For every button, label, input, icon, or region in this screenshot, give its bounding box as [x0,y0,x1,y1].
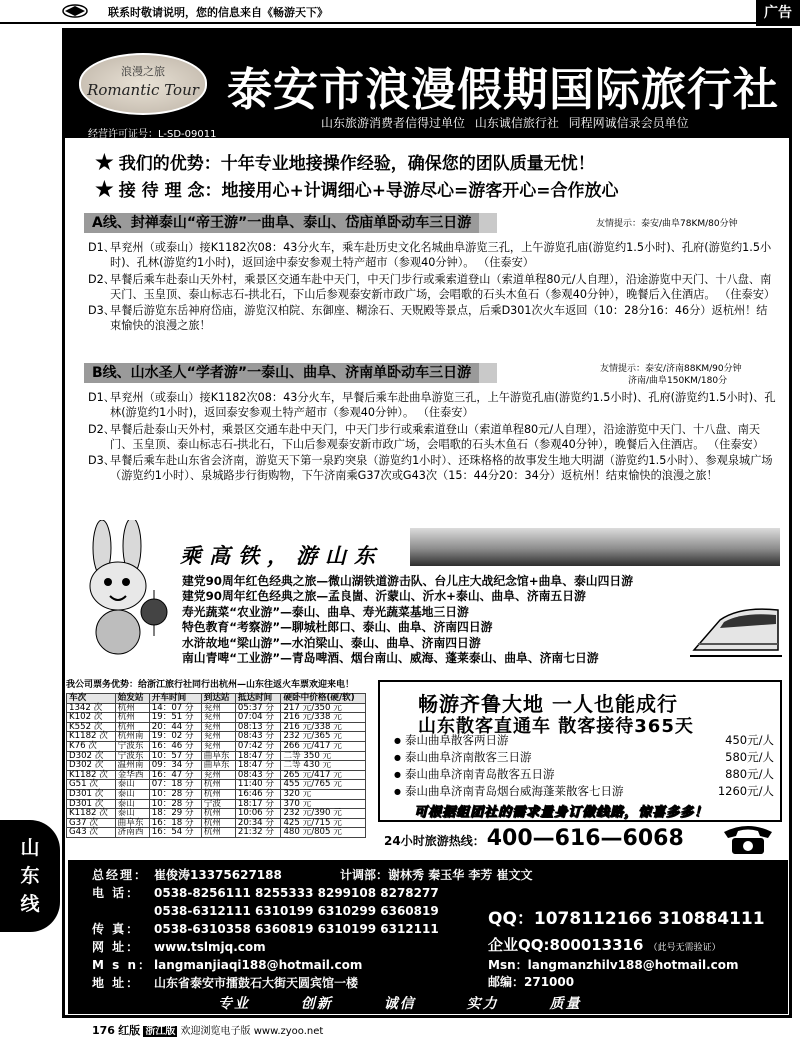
magazine-logo-icon [62,3,88,19]
list-item: ● 泰山曲阜散客两日游 450元/人 [394,732,774,749]
table-cell: 07:42 分 [235,741,281,751]
advantage-line: ✭ 我们的优势：十年专业地接操作经验，确保您的团队质量无忧！ [96,150,595,174]
phone-numbers-2: 0538-6312111 6310199 6310299 6360819 [154,904,439,918]
table-cell: 兖州 [201,713,235,723]
table-cell: 07：18 分 [149,780,201,790]
table-cell: 杭州 [115,703,149,713]
table-cell: 杭州南 [115,732,149,742]
table-cell: 济南西 [115,828,149,838]
page-footer [92,1022,323,1038]
section-tab: 山 东 线 [0,820,60,932]
table-cell: G43 次 [67,828,116,838]
column-header: 抵达时间 [235,694,281,704]
route-a-title: A线、封禅泰山“帝王游”一曲阜、泰山、岱庙单卧动车三日游 [84,213,497,233]
table-cell: 10:06 分 [235,809,281,819]
table-row [67,809,366,819]
logo-en: Romantic Tour [87,81,199,99]
table-cell: 泰山 [115,809,149,819]
table-cell: 二等 430 元 [281,761,366,771]
route-a-tip: 友情提示：泰安/曲阜78KM/80分钟 [596,219,738,229]
table-cell: 19：51 分 [149,713,201,723]
table-cell: 10：28 分 [149,789,201,799]
table-cell: 265 元/417 元 [281,770,366,780]
table-cell: 杭州 [115,713,149,723]
table-cell: 08:43 分 [235,732,281,742]
company-values: 专业 创新 诚信 实力 质量 [218,996,582,1012]
fax-numbers: 传 真： 0538-6310358 6360819 6310199 6312111 [92,922,439,936]
table-cell: K1182 次 [67,732,116,742]
table-cell: 08:43 分 [235,770,281,780]
column-header: 到达站 [201,694,235,704]
table-cell: 20：44 分 [149,722,201,732]
table-cell: 08:13 分 [235,722,281,732]
source-note: 联系时敬请说明，您的信息来自《畅游天下》 [108,6,328,19]
table-cell: 217 元/350 元 [281,703,366,713]
column-header: 始发站 [115,694,149,704]
website-link[interactable]: www.tslmjq.com [154,940,266,954]
table-row [67,789,366,799]
table-header-row [67,694,366,704]
scattered-title: 畅游齐鲁大地 一人也能成行 [418,692,678,716]
enterprise-qq: 企业QQ:800013316 （此号无需验证） [488,936,721,954]
table-cell: D302 次 [67,751,116,761]
table-cell: 16：46 分 [149,741,201,751]
list-item: ● 泰山曲阜济南散客三日游 580元/人 [394,749,774,766]
table-cell: 11:40 分 [235,780,281,790]
qq-numbers: QQ：1078112166 310884111 [488,909,765,929]
list-item: 特色教育“考察游”—聊城杜郎口、泰山、曲阜、济南四日游 [182,620,493,635]
table-cell: 16：18 分 [149,818,201,828]
page-number: 176 [92,1024,115,1037]
table-cell: 金华西 [115,770,149,780]
table-cell: 370 元 [281,799,366,809]
scattered-subtitle: 山东散客直通车 散客接待365天 [418,716,694,737]
table-cell: 16:46 分 [235,789,281,799]
itinerary-day: D3、 早餐后乘车赴山东省会济南，游览天下第一泉趵突泉（游览约1小时）、还珠格格的故事发生地大明湖（游览约1.5小时）、参观泉城广场（游览约1小时）、泉城路步行街购物，下午济南乘G37次或G43次（15：44分20：34分）返杭州！结束愉快的浪漫之旅！ [88,454,773,483]
table-cell: 320 元 [281,789,366,799]
edition-badge: 浙江版 [145,1026,176,1037]
itinerary-day: D1、 早兖州（或泰山）接K1182次08：43分火车，早餐后乘车赴曲阜游览三孔，上午游览孔庙(游览约1.5小时)、孔府(游览约1.5小时)、孔林(游览约1小时)，返回泰安参观土特产超市（参观40分钟）。 （住泰安） [88,391,776,420]
table-cell: K102 次 [67,713,116,723]
hotline-number[interactable]: 400—616—6068 [486,826,684,851]
company-name: 泰安市浪漫假期国际旅行社 [227,63,780,116]
hotline-label: 24小时旅游热线： [384,834,485,848]
table-cell: D302 次 [67,761,116,771]
table-cell: 杭州 [115,722,149,732]
company-header [65,31,789,138]
list-item: 水浒故地“梁山游”—水泊梁山、泰山、曲阜、济南四日游 [182,635,481,650]
table-cell: 宁波东 [115,741,149,751]
table-cell: 杭州 [201,809,235,819]
table-cell: 10：57 分 [149,751,201,761]
company-logo [79,53,207,115]
table-cell: 480 元/805 元 [281,828,366,838]
list-item: 建党90周年红色经典之旅—微山湖铁道游击队、台儿庄大战纪念馆+曲阜、泰山四日游 [182,574,633,588]
table-cell: 16：54 分 [149,828,201,838]
logo-cn: 浪漫之旅 [121,65,165,78]
table-cell: G37 次 [67,818,116,828]
table-row [67,713,366,723]
itinerary-day: D1、 早兖州（或泰山）接K1182次08：43分火车，乘车赴历史文化名城曲阜游览三孔，上午游览孔庙(游览约1.5小时)、孔府(游览约1.5小时)、孔林(游览约1小时)，返回途中泰安参观土特产超市（参观40分钟）。 （住泰安） [88,241,772,270]
address: 地 址： 山东省泰安市擂鼓石大街天圆宾馆一楼 [92,976,359,990]
table-cell: K76 次 [67,741,116,751]
table-cell: 二等 350 元 [281,751,366,761]
itinerary-day: D2、 早餐后赴泰山天外村，乘景区交通车赴中天门，中天门步行或乘索道登山（索道单程80元/人自理），沿途游览中天门、十八盘、南天门、玉皇顶、泰山标志石-拱北石，下山后参观泰安新市政广场，会唱歌的石头木鱼石（参观40分钟），晚餐后入住酒店。 （住泰安） [88,422,764,451]
table-cell: 09：34 分 [149,761,201,771]
table-cell: K552 次 [67,722,116,732]
table-cell: 杭州 [201,828,235,838]
list-item: 南山青啤“工业游”—青岛啤酒、烟台南山、威海、蓬莱泰山、曲阜、济南七日游 [182,651,599,666]
route-b-tip: 济南/曲阜150KM/180分 [628,376,728,386]
list-item: 建党90周年红色经典之旅—孟良崮、沂蒙山、沂水+泰山、曲阜、济南五日游 [182,589,586,604]
table-cell: 温州南 [115,761,149,771]
table-cell: 杭州 [201,789,235,799]
contact-panel [68,860,788,1014]
table-cell: D301 次 [67,789,116,799]
rabbit-mascot-icon [62,520,182,662]
star-icon: ✭ [96,177,113,201]
itinerary-day: D3、 早餐后游览东岳神府岱庙，游览汉柏院、东御座、糊涂石、天贶殿等景点，后乘D301次火车返回（10：28分16：46分）返杭州！结束愉快的浪漫之旅！ [88,304,768,333]
list-item: ● 泰山曲阜济南青岛散客五日游 880元/人 [394,766,774,783]
table-cell: 兖州 [201,732,235,742]
msn-2: Msn：langmanzhilv188@hotmail.com [488,958,739,972]
table-cell: D301 次 [67,799,116,809]
table-cell: 杭州 [201,780,235,790]
table-cell: 18：29 分 [149,809,201,819]
list-item: 寿光蔬菜“农业游”—泰山、曲阜、寿光蔬菜基地三日游 [182,604,469,619]
table-cell: G51 次 [67,780,116,790]
red-edition: 红版 [118,1024,141,1037]
table-cell: 14：07 分 [149,703,201,713]
table-cell: 19：02 分 [149,732,201,742]
promo-title: 乘高铁，游山东 [180,543,383,568]
table-cell: 232 元/390 元 [281,809,366,819]
ad-badge: 广告 [756,0,800,26]
table-cell: 455 元/765 元 [281,780,366,790]
table-cell: 20:34 分 [235,818,281,828]
themed-tours-list [182,574,633,666]
table-cell: 兖州 [201,741,235,751]
telephone-icon [720,822,776,856]
company-honors: 山东旅游消费者信得过单位 山东诚信旅行社 同程网诚信录会员单位 [321,116,689,130]
table-cell: 10：28 分 [149,799,201,809]
table-cell: 232 元/365 元 [281,732,366,742]
train-timetable [66,693,366,838]
table-cell: 兖州 [201,703,235,713]
route-b-title: B线、山水圣人“学者游”一泰山、曲阜、济南单卧动车三日游 [84,363,497,383]
column-header: 硬卧中价格(硬/软) [281,694,366,704]
table-row [67,761,366,771]
table-cell: 曲阜东 [115,818,149,828]
planning-dept: 计调部：谢林秀 秦玉华 李芳 崔文文 [340,868,533,882]
table-cell: K1182 次 [67,809,116,819]
table-cell: 泰山 [115,799,149,809]
table-cell: 16：47 分 [149,770,201,780]
footer-text: 欢迎浏览电子版 www.zyoo.net [180,1026,324,1037]
ticket-note: 我公司票务优势：给浙江旅行社同行出杭州—山东往返火车票欢迎来电！ [66,680,355,690]
column-header: 车次 [67,694,116,704]
postcode: 邮编：271000 [488,975,575,989]
custom-route-slogan: 可根据组团社的需求量身订做线路，惊喜多多！ [414,805,709,820]
star-icon: ✭ [96,150,113,174]
table-row [67,741,366,751]
route-b-tip: 友情提示：泰安/济南88KM/90分钟 [600,364,742,374]
phone-numbers: 电 话： 0538-8256111 8255333 8299108 8278277 [92,886,439,900]
license-number: 经营许可证号：L-SD-09011 [88,129,217,140]
table-cell: 18:47 分 [235,761,281,771]
table-cell: 宁波 [201,799,235,809]
table-cell: 18:47 分 [235,751,281,761]
route-b-itinerary [88,390,778,485]
table-cell: 曲阜东 [201,751,235,761]
table-cell: 266 元/417 元 [281,741,366,751]
table-cell: 泰山 [115,789,149,799]
column-header: 开车时间 [149,694,201,704]
itinerary-day: D2、 早餐后乘车赴泰山天外村，乘景区交通车赴中天门，中天门步行或乘索道登山（索道单程80元/人自理），沿途游览中天门、十八盘、南天门、玉皇顶、泰山标志石-拱北石，下山后参观泰安新市政广场，会唱歌的石头木鱼石（参观40分钟），晚餐后入住酒店。 （住泰安） [88,272,776,301]
table-cell: 216 元/338 元 [281,713,366,723]
hotline [384,826,684,851]
table-cell: 216 元/338 元 [281,722,366,732]
table-cell: 兖州 [201,722,235,732]
table-cell: 1342 次 [67,703,116,713]
table-cell: 18:17 分 [235,799,281,809]
table-cell: 21:32 分 [235,828,281,838]
philosophy-line: ✭ 接 待 理 念：地接用心+计调细心+导游尽心=游客开心=合作放心 [96,177,619,201]
table-cell: 兖州 [201,770,235,780]
bullet-train-icon [690,600,782,662]
list-item: ● 泰山曲阜济南青岛烟台威海蓬莱散客七日游 1260元/人 [394,783,774,800]
msn: M s n： langmanjiaqi188@hotmail.com [92,958,363,972]
table-cell: 05:37 分 [235,703,281,713]
table-cell: 泰山 [115,780,149,790]
table-cell: 杭州 [201,818,235,828]
website: 网 址： www.tslmjq.com [92,940,266,954]
table-row [67,828,366,838]
scattered-tours-box [378,680,782,822]
table-cell: 曲阜东 [201,761,235,771]
route-a-itinerary [88,240,778,335]
table-cell: K1182 次 [67,770,116,780]
table-cell: 07:04 分 [235,713,281,723]
table-cell: 425 元/715 元 [281,818,366,828]
table-row [67,780,366,790]
general-manager: 总经理： 崔俊涛13375627188 [92,868,282,882]
mountain-photo [410,528,780,566]
scattered-list [394,732,774,800]
table-cell: 宁波东 [115,751,149,761]
top-strip [0,0,800,24]
